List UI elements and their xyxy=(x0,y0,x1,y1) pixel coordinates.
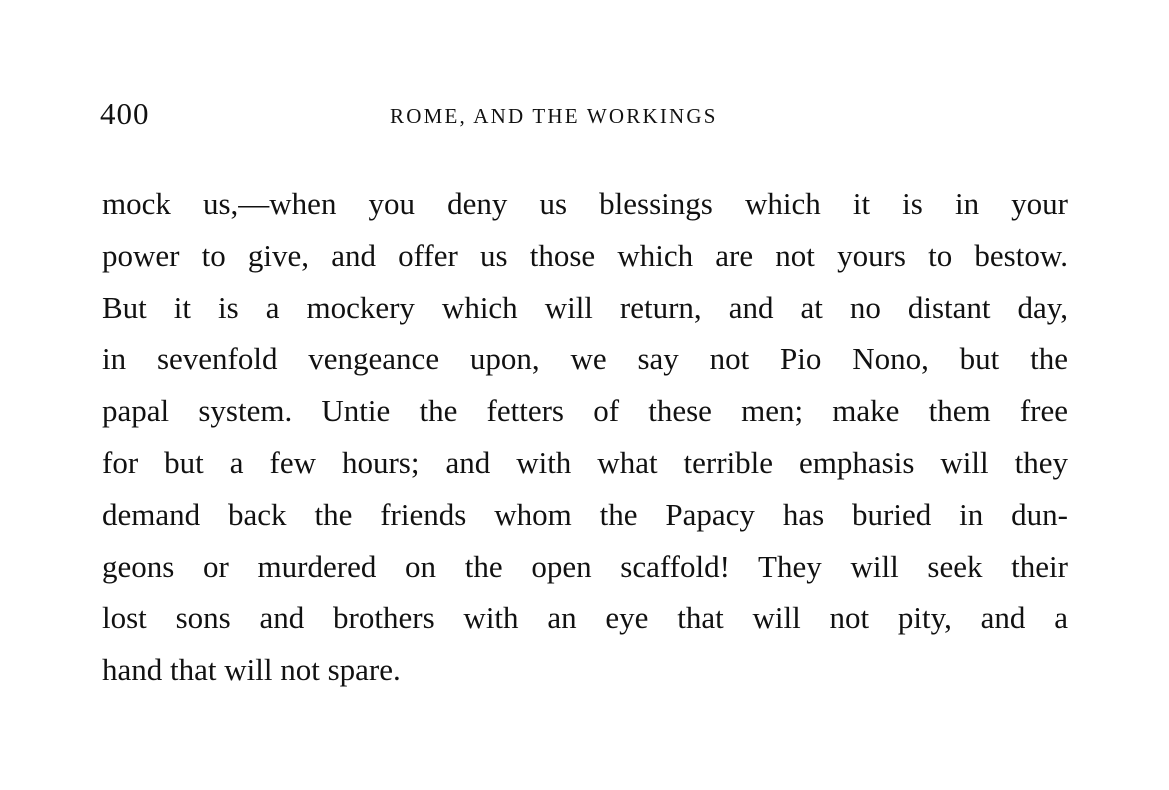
text-line: in sevenfold vengeance upon, we say not Pio Nono, but the xyxy=(102,341,1068,377)
text-line: But it is a mockery which will return, and at no distant day, xyxy=(102,289,1068,325)
text-line: for but a few hours; and with what terrible emphasis will they xyxy=(102,444,1068,480)
text-line: lost sons and brothers with an eye that will not pity, and a xyxy=(102,600,1068,636)
running-title: ROME, AND THE WORKINGS xyxy=(390,104,718,128)
text-line: power to give, and offer us those which are not yours to bestow. xyxy=(102,237,1068,273)
body-paragraph xyxy=(102,178,1068,696)
running-head xyxy=(100,94,1070,134)
page-number: 400 xyxy=(100,96,150,131)
text-line: demand back the friends whom the Papacy has buried in dun- xyxy=(102,496,1068,532)
text-line: hand that will not spare. xyxy=(102,652,401,688)
text-line: papal system. Untie the fetters of these men; make them free xyxy=(102,393,1068,429)
text-line: mock us,—when you deny us blessings which it is in your xyxy=(102,186,1068,221)
text-line: geons or murdered on the open scaffold! They will seek their xyxy=(102,548,1068,584)
